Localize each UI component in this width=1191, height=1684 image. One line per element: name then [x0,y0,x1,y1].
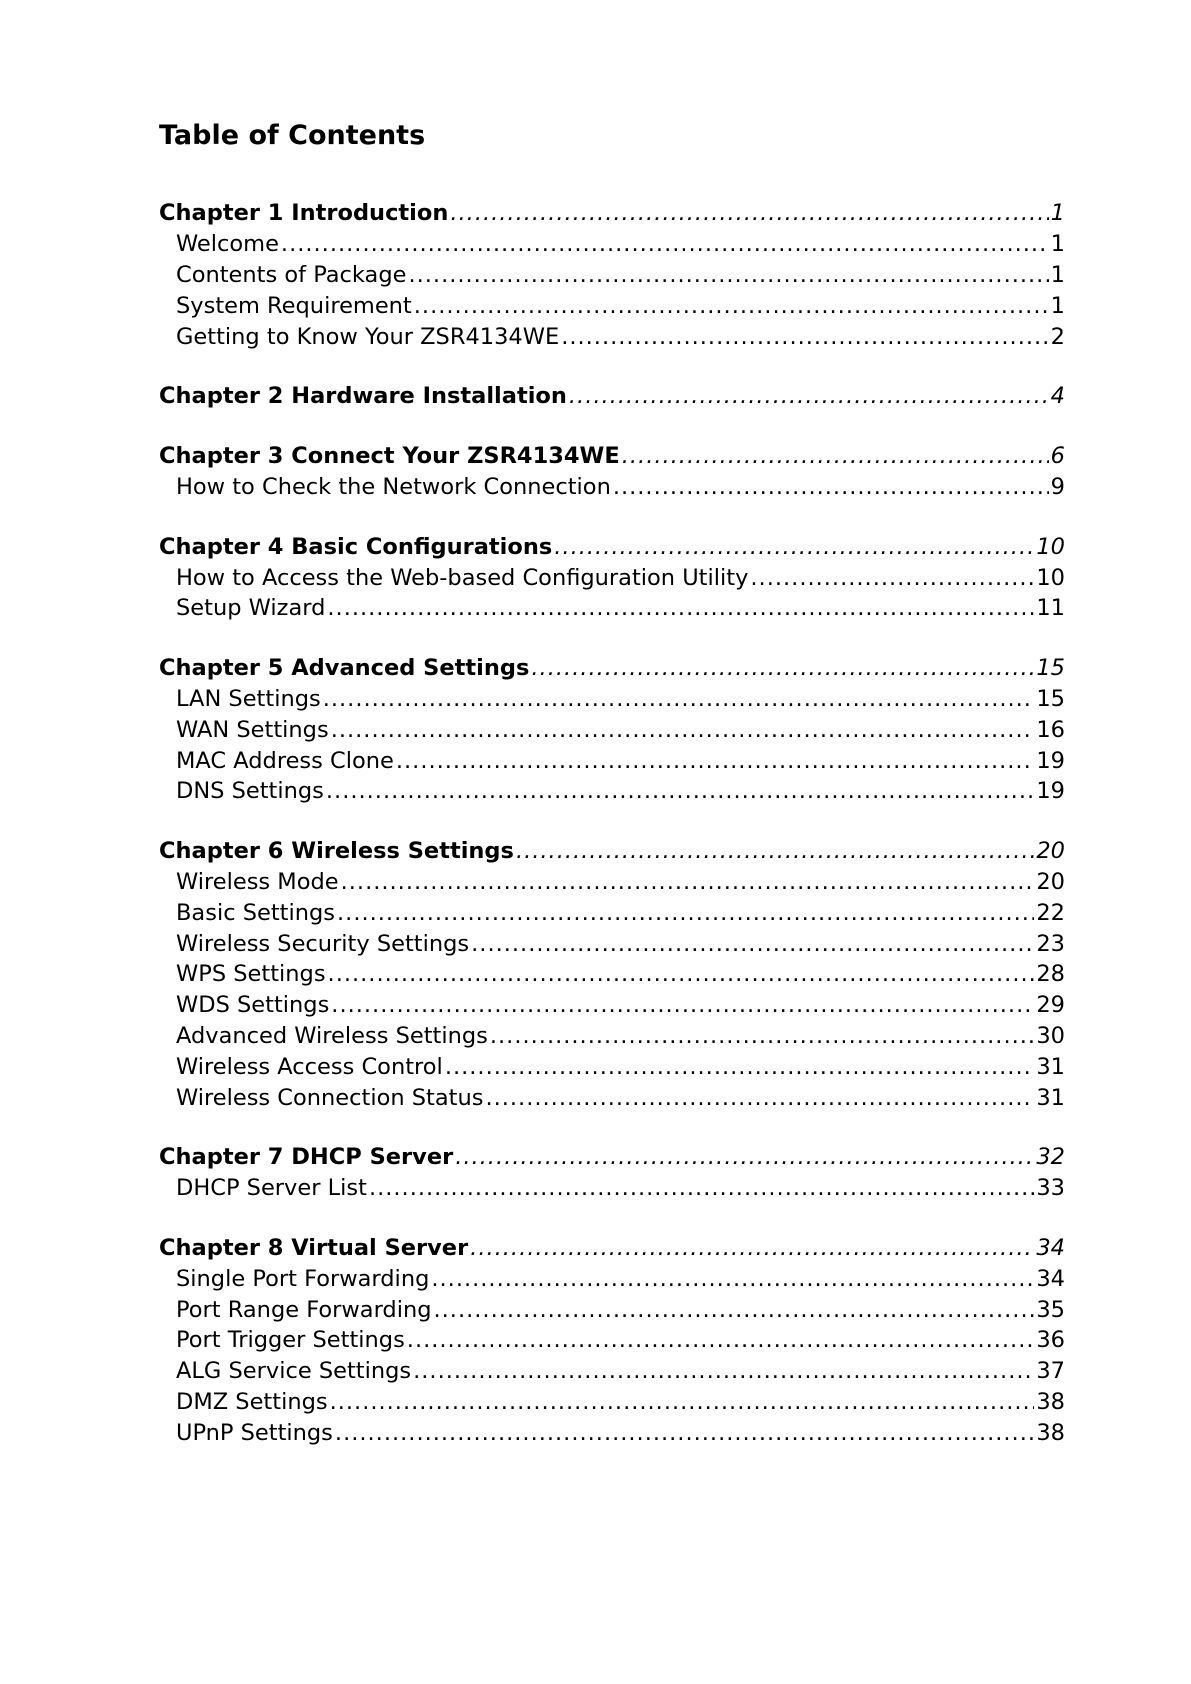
dot-leader [485,1083,1034,1114]
dot-leader [328,959,1035,990]
chapter-page-number: 15 [1036,655,1065,682]
chapter-entry[interactable] [159,381,1065,412]
section-entry[interactable] [159,593,1065,624]
dot-leader [431,1264,1034,1295]
section-entry[interactable] [159,1325,1065,1356]
dot-leader [622,441,1049,472]
section-label: Wireless Mode [176,868,339,895]
dot-leader [470,1233,1034,1264]
section-page-number: 11 [1036,595,1065,622]
chapter-entry[interactable] [159,1142,1065,1173]
chapter-heading: Chapter 3 Connect Your ZSR4134WE [159,443,620,470]
chapter-page-number: 20 [1036,838,1065,865]
section-label: MAC Address Clone [176,747,394,774]
section-entry[interactable] [159,776,1065,807]
chapter-heading: Chapter 1 Introduction [159,200,449,227]
dot-leader [330,1387,1035,1418]
section-entry[interactable] [159,990,1065,1021]
dot-leader [323,684,1035,715]
section-label: Welcome [176,231,279,258]
dot-leader [516,836,1034,867]
section-page-number: 38 [1036,1388,1065,1415]
chapter-page-number: 1 [1050,200,1065,227]
page-title: Table of Contents [159,120,426,151]
chapter-entry[interactable] [159,1233,1065,1264]
dot-leader [434,1295,1035,1326]
dot-leader [327,593,1034,624]
section-page-number: 22 [1036,899,1065,926]
section-page-number: 35 [1036,1296,1065,1323]
section-label: System Requirement [176,292,412,319]
section-label: WAN Settings [176,716,329,743]
toc-page [159,120,1065,1477]
dot-leader [413,1356,1034,1387]
chapter-page-number: 32 [1036,1144,1065,1171]
toc-list [159,198,1065,1448]
section-entry[interactable] [159,1418,1065,1449]
chapter-block [159,381,1065,412]
section-page-number: 28 [1036,961,1065,988]
section-page-number: 19 [1036,747,1065,774]
dot-leader [531,653,1034,684]
dot-leader [396,746,1035,777]
dot-leader [326,776,1034,807]
section-page-number: 31 [1036,1053,1065,1080]
section-entry[interactable] [159,959,1065,990]
chapter-block [159,653,1065,807]
section-entry[interactable] [159,746,1065,777]
chapter-page-number: 34 [1036,1234,1065,1261]
chapter-page-number: 10 [1036,533,1065,560]
dot-leader [331,990,1034,1021]
section-page-number: 38 [1036,1419,1065,1446]
chapter-block [159,1142,1065,1204]
section-label: WPS Settings [176,961,326,988]
chapter-entry[interactable] [159,836,1065,867]
section-page-number: 37 [1036,1358,1065,1385]
section-page-number: 19 [1036,778,1065,805]
section-page-number: 15 [1036,685,1065,712]
section-entry[interactable] [159,322,1065,353]
section-entry[interactable] [159,1052,1065,1083]
section-page-number: 23 [1036,930,1065,957]
dot-leader [331,715,1035,746]
dot-leader [450,198,1048,229]
section-label: LAN Settings [176,685,321,712]
section-page-number: 1 [1050,261,1065,288]
dot-leader [569,381,1049,412]
section-label: UPnP Settings [176,1419,333,1446]
section-label: Setup Wizard [176,595,326,622]
dot-leader [341,867,1035,898]
section-label: DMZ Settings [176,1388,328,1415]
section-label: Port Trigger Settings [176,1327,405,1354]
section-label: Contents of Package [176,261,407,288]
section-entry[interactable] [159,1173,1065,1204]
section-page-number: 10 [1036,564,1065,591]
section-page-number: 16 [1036,716,1065,743]
section-entry[interactable] [159,929,1065,960]
dot-leader [414,291,1049,322]
section-page-number: 9 [1050,473,1065,500]
section-entry[interactable] [159,898,1065,929]
section-entry[interactable] [159,1021,1065,1052]
chapter-block [159,441,1065,503]
section-label: How to Access the Web-based Configuration Utility [176,564,749,591]
dot-leader [490,1021,1034,1052]
dot-leader [561,322,1048,353]
dot-leader [554,532,1034,563]
chapter-block [159,532,1065,624]
section-label: Wireless Connection Status [176,1084,484,1111]
section-page-number: 1 [1050,231,1065,258]
section-entry[interactable] [159,291,1065,322]
section-entry[interactable] [159,684,1065,715]
chapter-heading: Chapter 5 Advanced Settings [159,655,530,682]
section-page-number: 2 [1050,323,1065,350]
chapter-heading: Chapter 6 Wireless Settings [159,838,514,865]
chapter-block [159,1233,1065,1449]
section-page-number: 33 [1036,1175,1065,1202]
dot-leader [337,898,1034,929]
chapter-heading: Chapter 7 DHCP Server [159,1144,454,1171]
chapter-block [159,198,1065,352]
dot-leader [335,1418,1034,1449]
section-label: Single Port Forwarding [176,1265,430,1292]
chapter-entry[interactable] [159,653,1065,684]
section-page-number: 30 [1036,1022,1065,1049]
section-label: Getting to Know Your ZSR4134WE [176,323,560,350]
section-page-number: 36 [1036,1327,1065,1354]
section-label: Wireless Access Control [176,1053,443,1080]
section-entry[interactable] [159,867,1065,898]
dot-leader [455,1142,1034,1173]
chapter-entry[interactable] [159,532,1065,563]
chapter-heading: Chapter 4 Basic Configurations [159,533,553,560]
section-label: Advanced Wireless Settings [176,1022,488,1049]
section-entry[interactable] [159,260,1065,291]
section-page-number: 34 [1036,1265,1065,1292]
dot-leader [750,563,1034,594]
section-label: Port Range Forwarding [176,1296,432,1323]
section-entry[interactable] [159,1387,1065,1418]
dot-leader [281,229,1049,260]
section-label: How to Check the Network Connection [176,473,611,500]
section-entry[interactable] [159,563,1065,594]
dot-leader [445,1052,1035,1083]
section-entry[interactable] [159,229,1065,260]
section-entry[interactable] [159,1295,1065,1326]
section-page-number: 1 [1050,292,1065,319]
section-entry[interactable] [159,715,1065,746]
section-label: DHCP Server List [176,1175,367,1202]
dot-leader [408,260,1048,291]
section-entry[interactable] [159,472,1065,503]
section-label: WDS Settings [176,992,330,1019]
chapter-heading: Chapter 8 Virtual Server [159,1234,469,1261]
chapter-entry[interactable] [159,441,1065,472]
chapter-entry[interactable] [159,198,1065,229]
section-label: Basic Settings [176,899,336,926]
section-entry[interactable] [159,1356,1065,1387]
section-entry[interactable] [159,1264,1065,1295]
section-entry[interactable] [159,1083,1065,1114]
chapter-heading: Chapter 2 Hardware Installation [159,383,567,410]
section-label: DNS Settings [176,778,324,805]
chapter-page-number: 6 [1050,443,1065,470]
section-label: Wireless Security Settings [176,930,470,957]
section-page-number: 29 [1036,992,1065,1019]
section-page-number: 20 [1036,868,1065,895]
chapter-block [159,836,1065,1113]
dot-leader [613,472,1049,503]
section-page-number: 31 [1036,1084,1065,1111]
dot-leader [407,1325,1035,1356]
dot-leader [369,1173,1034,1204]
section-label: ALG Service Settings [176,1358,412,1385]
dot-leader [471,929,1034,960]
chapter-page-number: 4 [1050,383,1065,410]
